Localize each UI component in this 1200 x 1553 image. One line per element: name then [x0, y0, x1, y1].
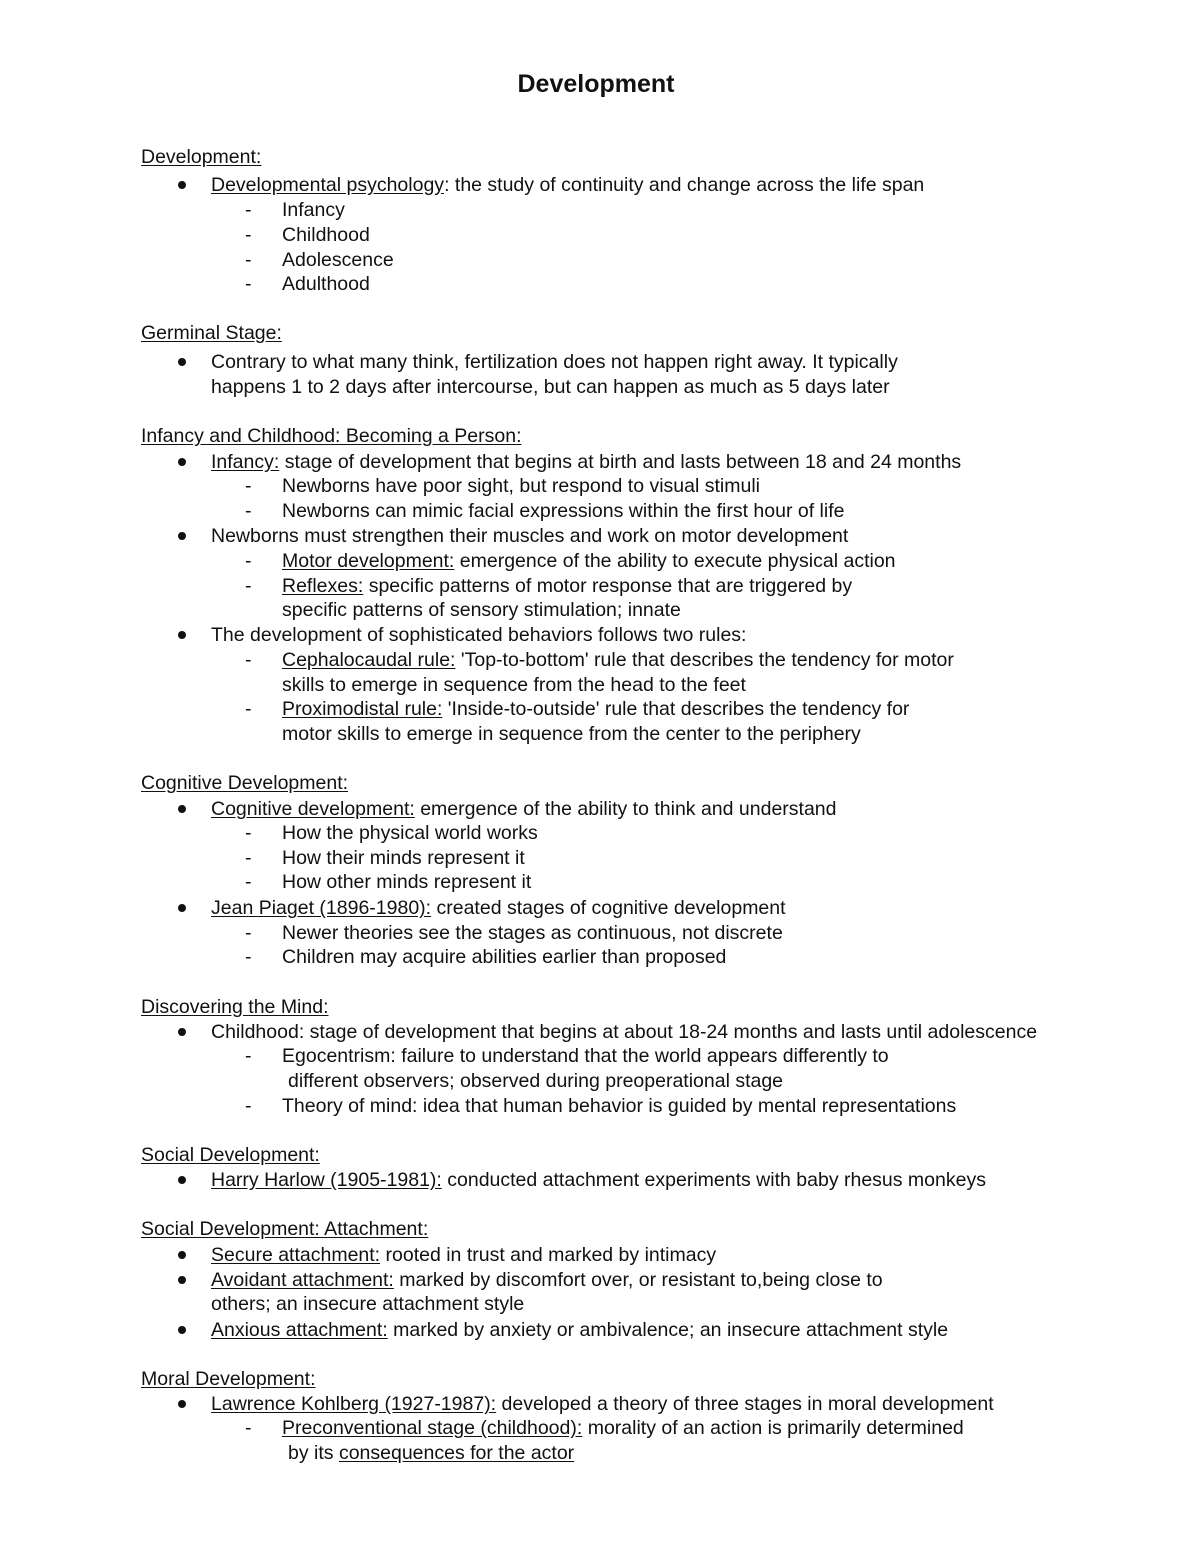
dash-icon: - — [245, 199, 252, 221]
sub-list-item-continuation: motor skills to emerge in sequence from the center to the periphery — [282, 723, 861, 745]
bullet-icon — [178, 1176, 186, 1184]
sub-list-item: Adulthood — [282, 273, 370, 295]
dash-icon: - — [245, 575, 252, 597]
list-item: Newborns must strengthen their muscles and work on motor development — [211, 525, 849, 547]
list-item: Secure attachment: rooted in trust and marked by intimacy — [211, 1244, 717, 1266]
bullet-icon — [178, 904, 186, 912]
page-title: Development — [517, 70, 675, 98]
bullet-icon — [178, 181, 186, 189]
dash-icon: - — [245, 922, 252, 944]
list-item: Harry Harlow (1905-1981): conducted attachment experiments with baby rhesus monkeys — [211, 1169, 986, 1191]
bullet-icon — [178, 805, 186, 813]
sub-list-item: How other minds represent it — [282, 871, 532, 893]
list-item: Infancy: stage of development that begins at birth and lasts between 18 and 24 months — [211, 451, 962, 473]
sub-list-item: Egocentrism: failure to understand that the world appears differently to — [282, 1045, 889, 1067]
dash-icon: - — [245, 649, 252, 671]
sub-list-item: Cephalocaudal rule: 'Top-to-bottom' rule that describes the tendency for motor — [282, 649, 954, 671]
sub-list-item: How their minds represent it — [282, 847, 525, 869]
sub-list-item: How the physical world works — [282, 822, 538, 844]
sub-list-item: Preconventional stage (childhood): morality of an action is primarily determined — [282, 1417, 964, 1439]
dash-icon: - — [245, 847, 252, 869]
bullet-icon — [178, 1276, 186, 1284]
list-item-continuation: others; an insecure attachment style — [211, 1293, 525, 1315]
list-item: Developmental psychology: the study of continuity and change across the life span — [211, 174, 925, 196]
sub-list-item-continuation: different observers; observed during preoperational stage — [288, 1070, 784, 1092]
bullet-icon — [178, 1028, 186, 1036]
sub-list-item-continuation: specific patterns of sensory stimulation; innate — [282, 599, 681, 621]
dash-icon: - — [245, 822, 252, 844]
dash-icon: - — [245, 871, 252, 893]
dash-icon: - — [245, 1095, 252, 1117]
sub-list-item: Infancy — [282, 199, 345, 221]
bullet-icon — [178, 631, 186, 639]
sub-list-item-continuation: by its consequences for the actor — [288, 1442, 575, 1464]
sub-list-item: Newborns have poor sight, but respond to visual stimuli — [282, 475, 760, 497]
dash-icon: - — [245, 946, 252, 968]
list-item: Cognitive development: emergence of the ability to think and understand — [211, 798, 837, 820]
sub-list-item: Reflexes: specific patterns of motor response that are triggered by — [282, 575, 853, 597]
bullet-icon — [178, 358, 186, 366]
dash-icon: - — [245, 273, 252, 295]
bullet-icon — [178, 1400, 186, 1408]
list-item: Jean Piaget (1896-1980): created stages of cognitive development — [211, 897, 786, 919]
section-heading-cognitive: Cognitive Development: — [141, 772, 349, 794]
bullet-icon — [178, 1326, 186, 1334]
dash-icon: - — [245, 249, 252, 271]
list-item: Avoidant attachment: marked by discomfort over, or resistant to,being close to — [211, 1269, 883, 1291]
sub-list-item-continuation: skills to emerge in sequence from the head to the feet — [282, 674, 746, 696]
list-item: Lawrence Kohlberg (1927-1987): developed a theory of three stages in moral development — [211, 1393, 994, 1415]
list-item: Anxious attachment: marked by anxiety or ambivalence; an insecure attachment style — [211, 1319, 949, 1341]
bullet-icon — [178, 532, 186, 540]
dash-icon: - — [245, 500, 252, 522]
sub-list-item: Proximodistal rule: 'Inside-to-outside' rule that describes the tendency for — [282, 698, 910, 720]
dash-icon: - — [245, 1045, 252, 1067]
list-item: Contrary to what many think, fertilization does not happen right away. It typically — [211, 351, 898, 373]
section-heading-moral: Moral Development: — [141, 1368, 316, 1390]
dash-icon: - — [245, 550, 252, 572]
dash-icon: - — [245, 475, 252, 497]
sub-list-item: Adolescence — [282, 249, 394, 271]
dash-icon: - — [245, 224, 252, 246]
section-heading-infancy: Infancy and Childhood: Becoming a Person: — [141, 425, 522, 447]
dash-icon: - — [245, 698, 252, 720]
sub-list-item: Motor development: emergence of the ability to execute physical action — [282, 550, 896, 572]
sub-list-item: Newborns can mimic facial expressions within the first hour of life — [282, 500, 845, 522]
dash-icon: - — [245, 1417, 252, 1439]
sub-list-item: Theory of mind: idea that human behavior is guided by mental representations — [282, 1095, 957, 1117]
sub-list-item: Children may acquire abilities earlier than proposed — [282, 946, 727, 968]
list-item: Childhood: stage of development that begins at about 18-24 months and lasts until adolescence — [211, 1021, 1038, 1043]
bullet-icon — [178, 458, 186, 466]
list-item-continuation: happens 1 to 2 days after intercourse, but can happen as much as 5 days later — [211, 376, 890, 398]
list-item: The development of sophisticated behaviors follows two rules: — [211, 624, 747, 646]
section-heading-mind: Discovering the Mind: — [141, 996, 329, 1018]
sub-list-item: Newer theories see the stages as continuous, not discrete — [282, 922, 783, 944]
section-heading-attachment: Social Development: Attachment: — [141, 1218, 429, 1240]
section-heading-development: Development: — [141, 146, 262, 168]
sub-list-item: Childhood — [282, 224, 370, 246]
section-heading-germinal: Germinal Stage: — [141, 322, 282, 344]
bullet-icon — [178, 1251, 186, 1259]
section-heading-social: Social Development: — [141, 1144, 320, 1166]
